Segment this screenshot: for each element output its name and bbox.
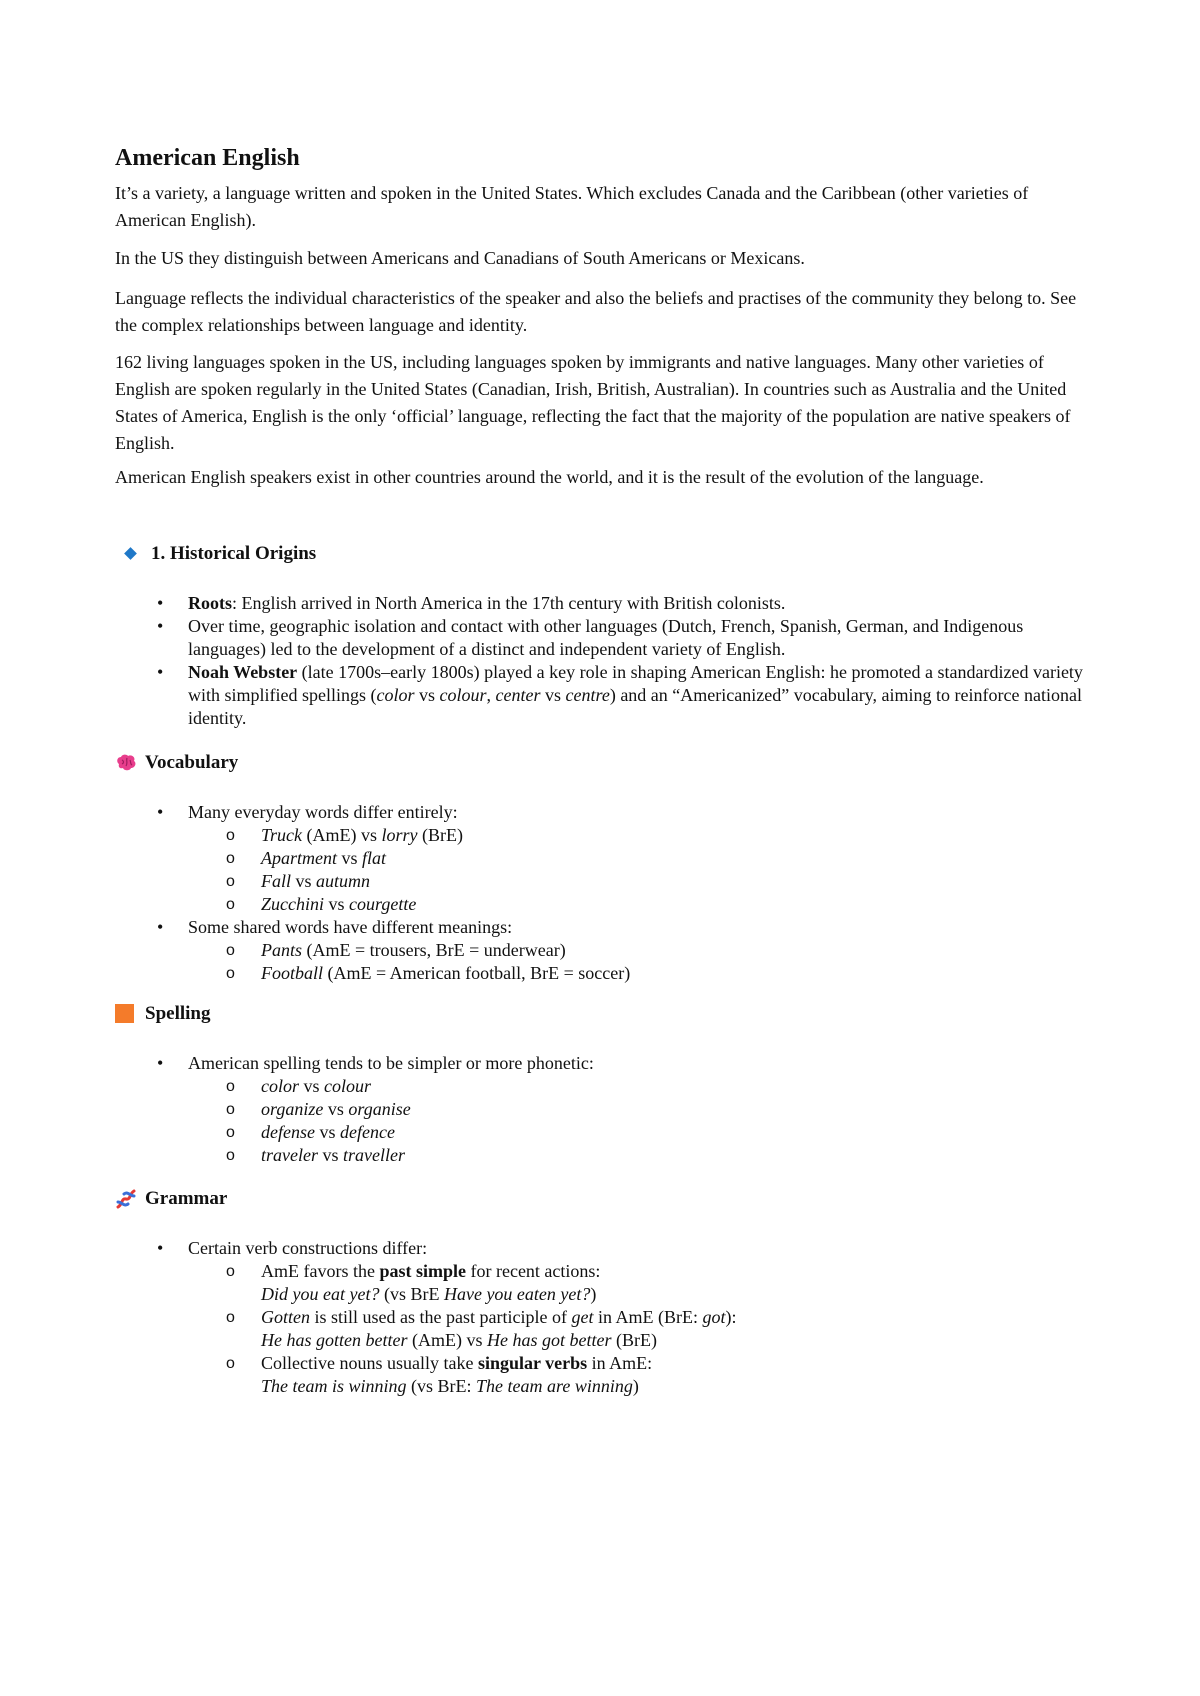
brain-icon xyxy=(115,752,137,774)
list-item: • Over time, geographic isolation and contact with other languages (Dutch, French, Spanish, German, and Indigenous languages) led to the development of a distinct and independent variety of English. xyxy=(115,615,1090,661)
paragraph: American English speakers exist in other countries around the world, and it is the result of the evolution of the language. xyxy=(115,467,984,487)
paragraph: 162 living languages spoken in the US, including languages spoken by immigrants and native languages. Many other varieties of English are spoken regularly in the United States (Canadian, Irish, British, Australian). In countries such as Australia and the United States of America, English is the only ‘official’ language, reflecting the fact that the majority of the population are native speakers of English. xyxy=(115,352,1071,453)
diamond-icon xyxy=(123,543,137,565)
sub-list-item: o Football (AmE = American football, BrE = soccer) xyxy=(115,962,1090,985)
sub-list-item: o color vs colour xyxy=(115,1075,1090,1098)
page-title: American English xyxy=(115,145,300,171)
sub-list-item: o Pants (AmE = trousers, BrE = underwear) xyxy=(115,939,1090,962)
historical-list xyxy=(115,592,1090,730)
sub-list-item: o organize vs organise xyxy=(115,1098,1090,1121)
paragraph: In the US they distinguish between Americans and Canadians of South Americans or Mexicans. xyxy=(115,248,805,268)
sub-list-item: o Apartment vs flat xyxy=(115,847,1090,870)
sub-list-item: o Zucchini vs courgette xyxy=(115,893,1090,916)
sub-list-item: o defense vs defence xyxy=(115,1121,1090,1144)
list-item: • Certain verb constructions differ: xyxy=(115,1237,1090,1260)
orange-square-icon xyxy=(115,1003,137,1025)
sub-list-item: o traveler vs traveller xyxy=(115,1144,1090,1167)
dna-icon xyxy=(115,1188,137,1210)
section-heading-spelling: Spelling xyxy=(115,1003,210,1025)
section-heading-vocabulary: Vocabulary xyxy=(115,752,238,774)
section-heading-historical: 1. Historical Origins xyxy=(123,543,316,565)
spelling-list xyxy=(115,1052,1090,1167)
list-item: • Noah Webster (late 1700s–early 1800s) played a key role in shaping American English: he promoted a standardized variety with simplified spellings (color vs colour, center vs centre) and an “Americanized” vocabulary, aiming to reinforce national identity. xyxy=(115,661,1090,730)
list-item: • Roots: English arrived in North America in the 17th century with British colonists. xyxy=(115,592,1090,615)
vocabulary-list xyxy=(115,801,1090,985)
section-heading-grammar: Grammar xyxy=(115,1188,227,1210)
sub-list-item: o Fall vs autumn xyxy=(115,870,1090,893)
list-item: • Some shared words have different meanings: xyxy=(115,916,1090,939)
list-item: • American spelling tends to be simpler or more phonetic: xyxy=(115,1052,1090,1075)
paragraph: It’s a variety, a language written and spoken in the United States. Which excludes Canada and the Caribbean (other varieties of American English). xyxy=(115,183,1029,230)
grammar-list xyxy=(115,1237,1090,1398)
list-item: • Many everyday words differ entirely: xyxy=(115,801,1090,824)
sub-list-item: o Truck (AmE) vs lorry (BrE) xyxy=(115,824,1090,847)
sub-list-item: o Gotten is still used as the past participle of get in AmE (BrE: got): He has gotten better (AmE) vs He has got better (BrE) xyxy=(115,1306,1090,1352)
sub-list-item: o Collective nouns usually take singular verbs in AmE: The team is winning (vs BrE: The team are winning) xyxy=(115,1352,1090,1398)
sub-list-item: o AmE favors the past simple for recent actions: Did you eat yet? (vs BrE Have you eaten yet?) xyxy=(115,1260,1090,1306)
paragraph: Language reflects the individual characteristics of the speaker and also the beliefs and practises of the community they belong to. See the complex relationships between language and identity. xyxy=(115,288,1077,335)
